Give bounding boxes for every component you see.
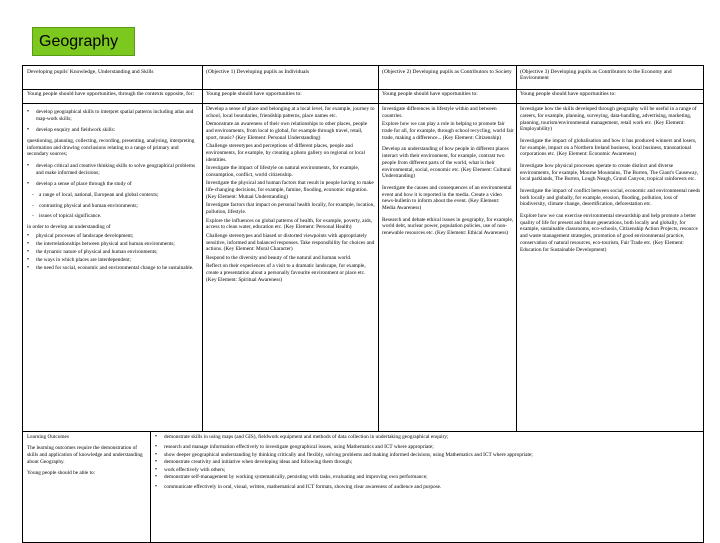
individuals-block: Investigate the physical and human factors that result in people having to make life-changing decisions, for example, famine, flooding, economic migration. (Key Element: Mutual Understanding) — [206, 180, 374, 200]
skill-subitem: - a range of local, national, European and global contexts; — [27, 192, 199, 199]
individuals-block: Respond to the diversity and beauty of the natural and human world. — [206, 254, 352, 261]
header-knowledge-skills-title: Developing pupils' Knowledge, Understanding and Skills — [27, 69, 154, 75]
column-divider-3 — [516, 66, 517, 431]
subheader-col4-text: Young people should have opportunities to: — [520, 91, 616, 97]
society-block: Explore how we can play a role in helping to promote fair trade for all, for example, through school recycling, world fair trade, making a difference... (Key Element: Citizenship) — [382, 121, 514, 141]
skill-item: • develop geographical skills to interpret spatial patterns including atlas and map-work skills; — [27, 109, 199, 123]
column-divider-2 — [378, 66, 379, 431]
learning-outcomes-able: Young people should be able to: — [27, 470, 96, 477]
skill-item: • develop critical and creative thinking skills to solve geographical problems and make informed decisions; — [27, 163, 199, 177]
individuals-block: Reflect on their experiences of a visit to a dramatic landscape, for example, create a presentation about a personally favourite environment or place etc. (Key Element: Spiritual Awareness) — [206, 263, 366, 283]
header-society-title: (Objective 2) Developing pupils as Contributors to Society — [382, 69, 512, 75]
skill-paragraph: in order to develop an understanding of — [27, 224, 111, 231]
outcome-item: • research and manage information effectively to investigate geographical issues, using Mathematics and ICT where appropriate; — [154, 444, 700, 451]
society-block: Investigate differences in lifestyle within and between countries. — [382, 106, 497, 119]
subheader-row-line — [23, 103, 703, 104]
subheader-col3 — [382, 91, 513, 103]
understanding-item: • the interrelationships between physical and human environments; — [27, 241, 199, 248]
skill-subitem: - contrasting physical and human environments; — [27, 203, 199, 210]
skill-item: • develop enquiry and fieldwork skills: — [27, 127, 199, 134]
economy-environment-body — [520, 106, 701, 430]
outcome-item: • work effectively with others; — [154, 467, 700, 474]
individuals-block: Challenge stereotypes and biased or distorted viewpoints with appropriately sensitive, informed and balanced responses. Take responsibility for choices and actions. (Key Element: Moral Character) — [206, 232, 375, 253]
economy-block: Explore how we can exercise environmental stewardship and help promote a better quality of life for present and future generations, both locally and globally, for example, sustainable classrooms, eco-schools, Citizenship Action Projects, resource and waste management strategies, promotion of good environmental practice, conservation of natural resources, eco-tourism, Fair Trade etc. (Key Element: Education for Sustainable Development) — [520, 212, 698, 253]
header-society — [382, 69, 513, 89]
individuals-body — [206, 106, 375, 430]
skill-item: • develop a sense of place through the study of — [27, 181, 199, 188]
subheader-col1-text: Young people should have opportunities, through the contexts opposite, for: — [27, 91, 195, 97]
individuals-block: Investigate the impact of lifestyle on natural environments, for example, consumption, conflict, world citizenship. — [206, 165, 360, 178]
society-block: Develop an understanding of how people in different places interact with their environment, for example, contrast two people from different parts of the world, what is their environmental, social, economic etc. (Key Element: Cultural Understanding) — [382, 146, 511, 180]
understanding-item: • the dynamic nature of physical and human environments; — [27, 249, 199, 256]
slide-title-box — [32, 27, 135, 56]
economy-block: Investigate how physical processes operate to create distinct and diverse environments, for example, Mourne Mountains, The Burren, The Giant's Causeway, local parklands, The Burren, Lough Neagh, Grand Canyon, tropical rainforests etc. — [520, 162, 699, 183]
society-body — [382, 106, 514, 430]
header-row-line — [23, 89, 703, 90]
understanding-item: • physical processes of landscape development; — [27, 233, 199, 240]
learning-outcomes-list — [154, 434, 700, 542]
subheader-col2-text: Young people should have opportunities to: — [206, 91, 302, 97]
outcomes-row-line — [23, 431, 703, 432]
learning-outcomes-heading: Learning Outcomes — [27, 434, 69, 440]
slide-title: Geography — [39, 33, 119, 50]
skill-paragraph: questioning, planning, collecting, recording, presenting, analysing, interpreting information and drawing conclusions relating to a range of primary and secondary sources; — [27, 137, 195, 158]
outcome-item: • demonstrate skills in using maps (and GIS), fieldwork equipment and methods of data collection in undertaking geographical enquiry; — [154, 434, 700, 441]
individuals-block: Explore the influences on global patterns of health, for example, poverty, aids, access to clean water, education etc. (Key Element: Personal Health) — [206, 217, 373, 231]
header-economy-environment-title: (Objective 3) Developing pupils as Contributors to the Economy and Environment — [520, 69, 672, 82]
subheader-col1 — [27, 91, 199, 103]
economy-block: Investigate how the skills developed through geography will be useful in a range of careers, for example, planning, surveying, data-handling, advertising, marketing, planning, tourism/environmental management, retail work etc. (Key Element: Employability) — [520, 106, 697, 133]
society-block: Research and debate ethical issues in geography, for example, world debt, nuclear power, population policies, use of non-renewable resources etc. (Key Element: Ethical Awareness) — [382, 216, 514, 237]
skill-subitem: - issues of topical significance. — [27, 213, 199, 220]
understanding-item: • the need for social, economic and environmental change to be sustainable. — [27, 265, 199, 272]
individuals-block: Demonstrate an awareness of their own relationships to other places, people and environments, from local to global, for example through travel, retail, sport, music? (Key Element: Personal Understanding) — [206, 121, 368, 141]
economy-block: Investigate the impact of conflict between social, economic and environmental needs both locally and globally, for example, erosion, flooding, pollution, loss of biodiversity, climate change, desertification, deforestation etc. — [520, 187, 701, 208]
outcome-item: • communicate effectively in oral, visual, written, mathematical and ICT formats, showing clear awareness of audience and purpose. — [154, 484, 700, 491]
individuals-block: Investigate factors that impact on personal health locally, for example, location, pollution, lifestyle. — [206, 202, 375, 216]
column-divider-1 — [202, 66, 203, 431]
header-individuals-title: (Objective 1) Developing pupils as Individuals — [206, 69, 310, 75]
society-block: Investigate the causes and consequences of an environmental event and how it is reported in the media. Create a video news-bulletin to inform about the event. (Key Element: Media Awareness) — [382, 184, 512, 212]
subheader-col3-text: Young people should have opportunities to: — [382, 91, 478, 97]
learning-outcomes-label — [27, 434, 148, 542]
subheader-col2 — [206, 91, 374, 103]
outcome-item: • demonstrate creativity and initiative when developing ideas and following them through; — [154, 459, 700, 466]
knowledge-skills-body — [27, 106, 199, 430]
economy-block: Investigate the impact of globalisation and how it has produced winners and losers, for example, impact on a Northern Ireland business, local business, transnational corporations etc. (Key Element: Economic Awareness) — [520, 137, 697, 158]
subheader-col4 — [520, 91, 700, 103]
understanding-item: • the ways in which places are interdependent; — [27, 257, 199, 264]
header-individuals — [206, 69, 374, 89]
individuals-block: Develop a sense of place and belonging at a local level, for example, journey to school, local boundaries, friendship patterns, place names etc. — [206, 106, 375, 119]
individuals-block: Challenge stereotypes and perceptions of different places, people and environments, for example, by creating a photo gallery on regional or local identities. — [206, 143, 365, 163]
header-economy-environment — [520, 69, 700, 89]
curriculum-table — [22, 65, 704, 543]
header-knowledge-skills — [27, 69, 199, 89]
learning-outcomes-intro: The learning outcomes require the demonstration of skills and application of knowledge and understanding about Geography. — [27, 445, 143, 465]
outcome-item: • show deeper geographical understanding by thinking critically and flexibly, solving problems and making informed decisions, using Mathematics and ICT where appropriate; — [154, 452, 700, 459]
outcomes-divider — [150, 431, 151, 543]
outcome-item: • demonstrate self-management by working systematically, persisting with tasks, evaluating and improving own performance; — [154, 474, 700, 481]
